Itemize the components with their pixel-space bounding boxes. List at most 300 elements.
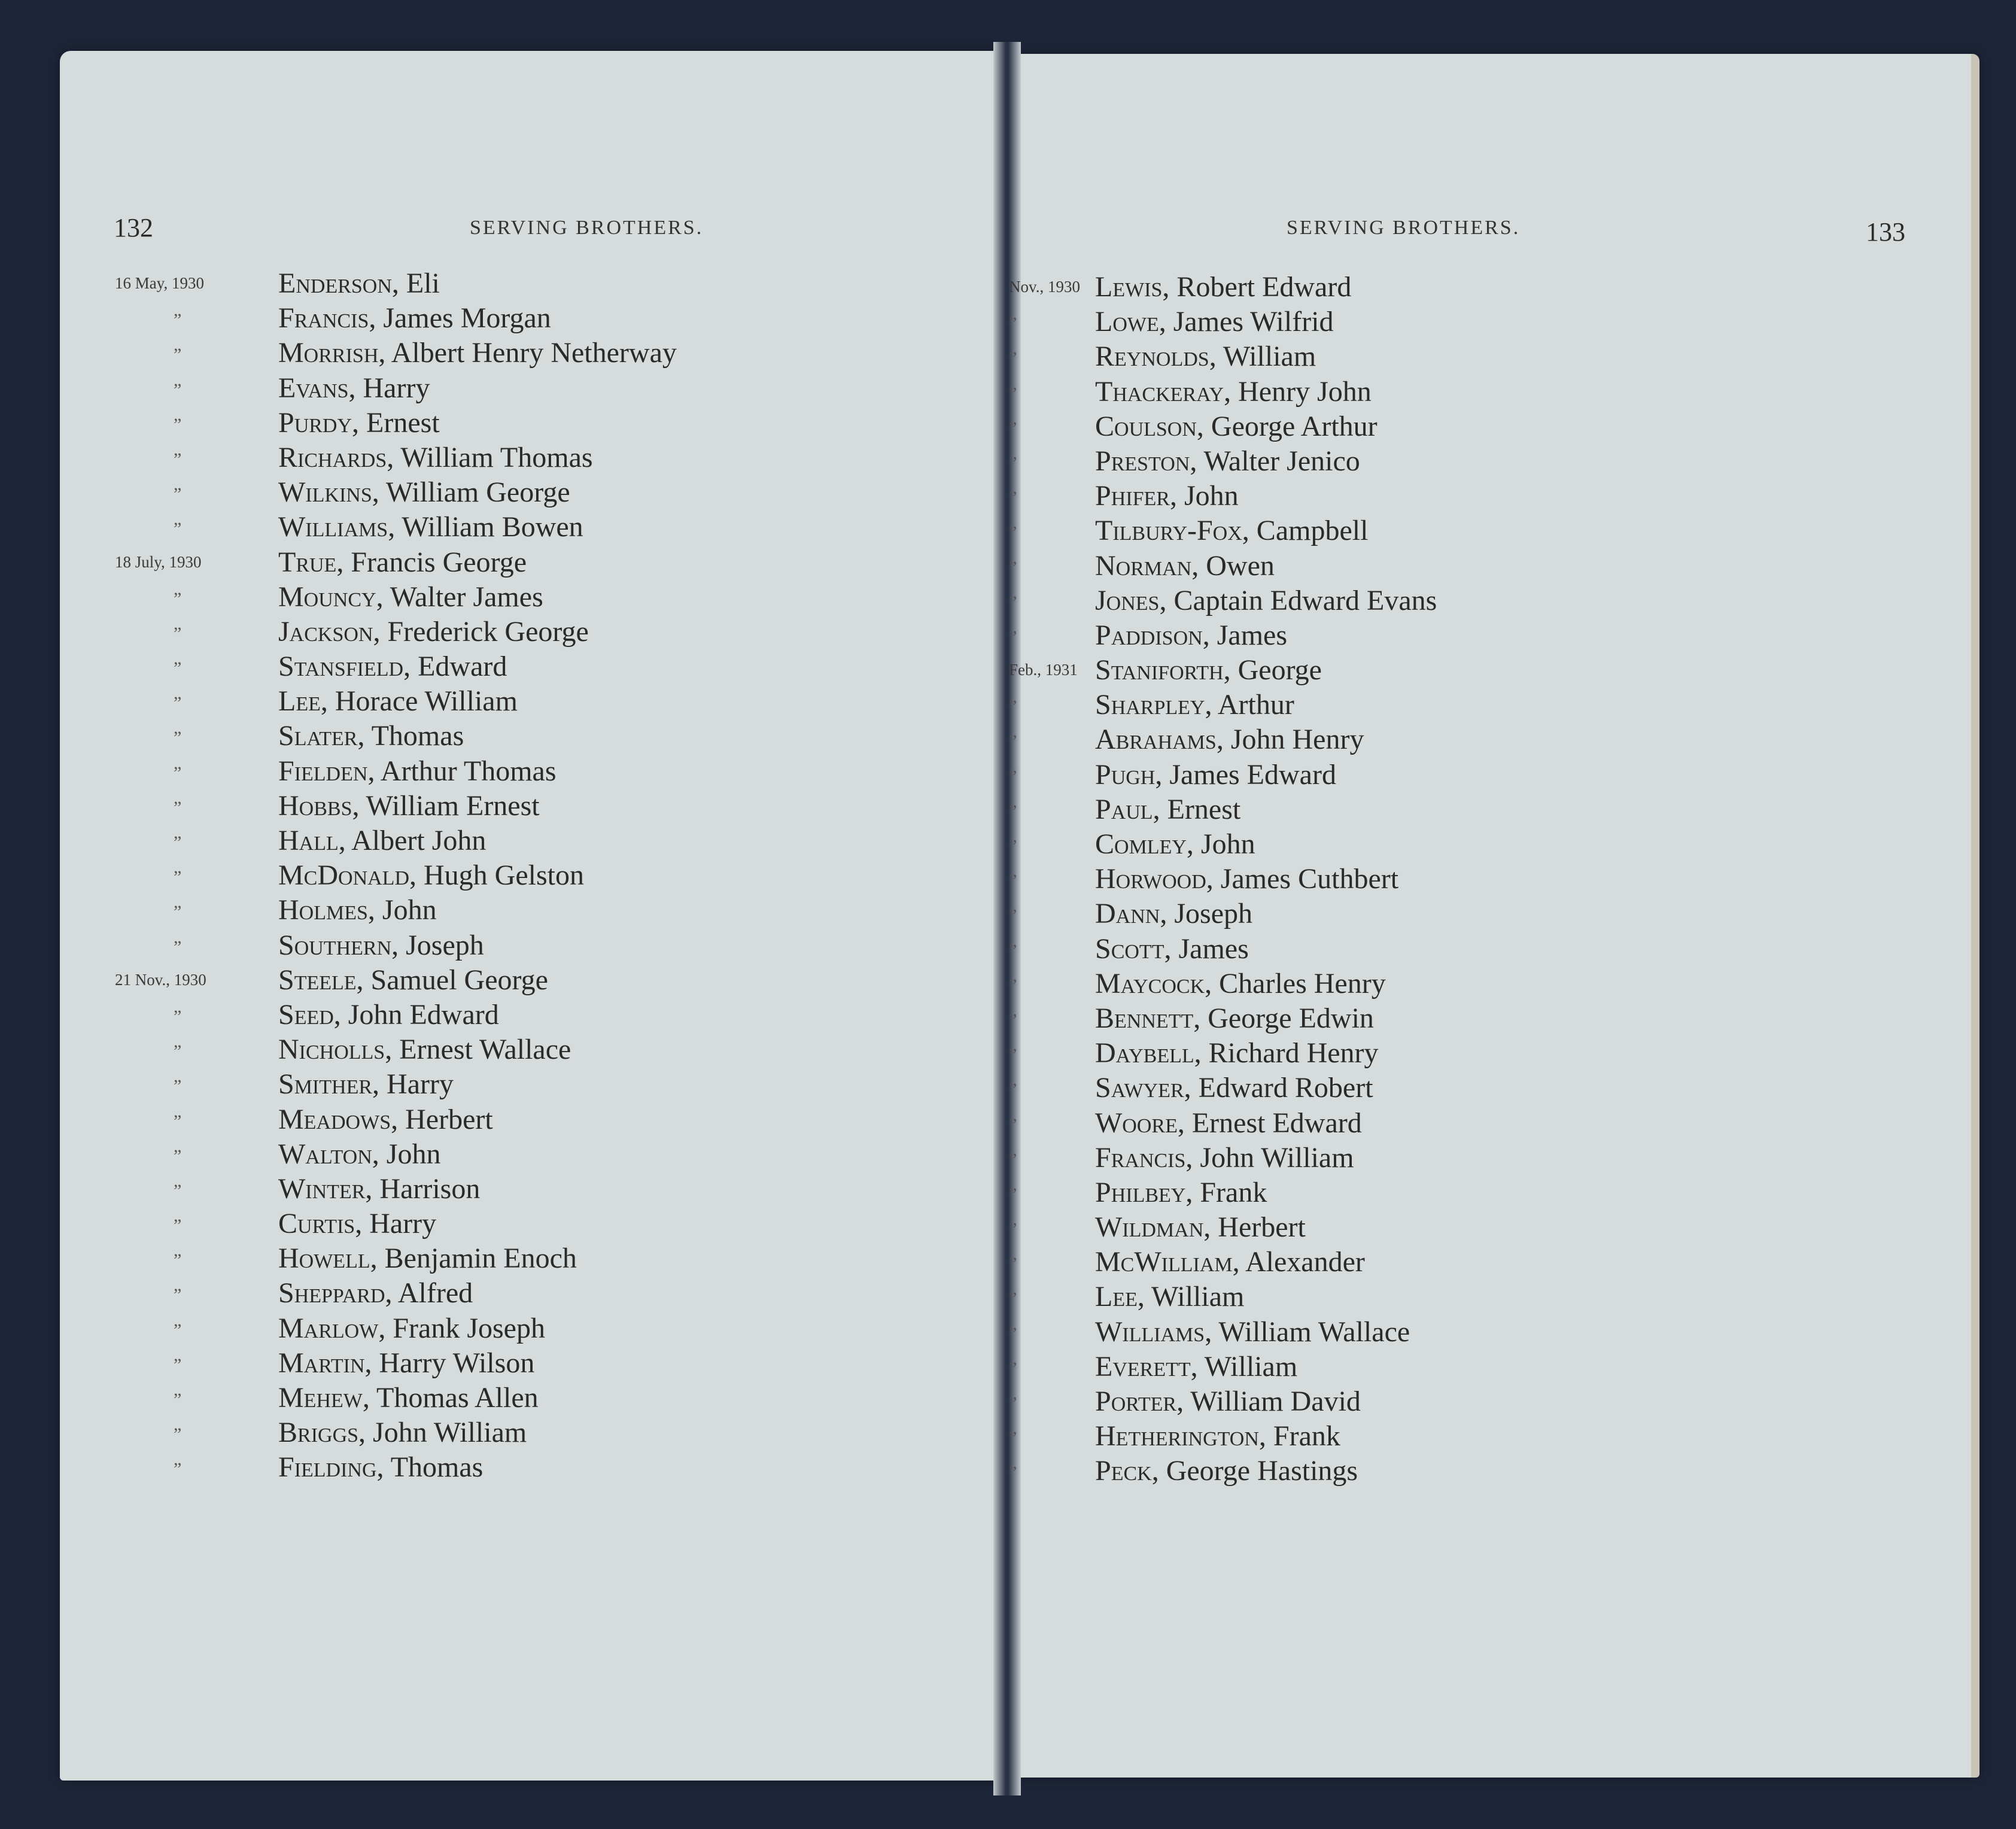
list-item: [0, 1242, 993, 1277]
given-names: John: [1200, 828, 1255, 860]
entry-name: Peck, George Hastings: [1095, 1455, 1358, 1487]
given-names: James Cuthbert: [1220, 863, 1399, 895]
ditto-mark: ”: [1009, 627, 1017, 647]
given-names: William Wallace: [1218, 1315, 1410, 1348]
list-item: [0, 302, 993, 336]
list-item: [1009, 514, 1966, 549]
list-item: [1009, 1141, 1966, 1176]
ditto-mark: ”: [174, 867, 182, 888]
given-names: Alfred: [397, 1277, 473, 1310]
given-names: Ernest Wallace: [399, 1034, 571, 1066]
given-names: Albert Henry Netherway: [391, 337, 677, 369]
list-item: [1009, 758, 1966, 793]
left-name-list: [0, 267, 993, 1486]
surname: Briggs: [278, 1417, 359, 1449]
list-item: [0, 719, 993, 754]
given-names: Ernest: [366, 406, 440, 439]
surname: Hall: [278, 825, 339, 856]
ditto-mark: ”: [174, 1006, 182, 1026]
entry-name: Lowe, James Wilfrid: [1095, 306, 1334, 338]
given-names: Thomas: [390, 1451, 484, 1484]
entry-name: Paul, Ernest: [1095, 793, 1241, 825]
surname: Holmes: [278, 894, 368, 926]
entry-name: Marlow, Frank Joseph: [278, 1312, 545, 1344]
given-names: Herbert: [1218, 1211, 1306, 1244]
ditto-mark: ”: [174, 1354, 182, 1375]
entry-name: Curtis, Harry: [278, 1208, 437, 1240]
given-names: George Arthur: [1211, 410, 1378, 442]
ditto-mark: ”: [174, 1076, 182, 1096]
surname: Hobbs: [278, 789, 352, 822]
list-item: [0, 1172, 993, 1207]
ditto-mark: ”: [174, 1424, 182, 1445]
list-item: [1009, 654, 1966, 688]
ditto-mark: ”: [1009, 940, 1017, 961]
surname: Fielding: [278, 1451, 377, 1484]
list-item: [1009, 1454, 1966, 1489]
given-names: Herbert: [405, 1103, 493, 1135]
entry-name: Tilbury-Fox, Campbell: [1095, 515, 1369, 547]
surname: Abrahams: [1095, 724, 1217, 756]
surname: Sheppard: [278, 1277, 385, 1310]
list-item: [1009, 340, 1966, 375]
given-names: Francis George: [351, 546, 527, 578]
surname: Steele: [278, 964, 357, 996]
surname: Reynolds: [1095, 341, 1209, 373]
surname: Bennett: [1095, 1002, 1194, 1034]
given-names: Henry John: [1238, 375, 1372, 408]
entry-name: Holmes, John: [278, 894, 437, 926]
given-names: William George: [385, 476, 570, 509]
surname: Purdy: [278, 406, 352, 439]
entry-name: McDonald, Hugh Gelston: [278, 859, 584, 892]
list-item: [0, 929, 993, 964]
list-item: [1009, 688, 1966, 723]
entry-name: Hetherington, Frank: [1095, 1420, 1340, 1453]
given-names: Ernest Edward: [1191, 1107, 1362, 1139]
surname: Curtis: [278, 1208, 355, 1240]
ditto-mark: ”: [1009, 1080, 1017, 1100]
surname: Dann: [1095, 898, 1160, 930]
ditto-mark: ”: [1009, 418, 1017, 438]
entry-name: Dann, Joseph: [1095, 898, 1252, 930]
entry-name: McWilliam, Alexander: [1095, 1246, 1365, 1278]
ditto-mark: ”: [174, 902, 182, 922]
surname: Sawyer: [1095, 1072, 1184, 1104]
left-running-head: SERVING BROTHERS.: [470, 217, 704, 239]
list-item: [1009, 584, 1966, 619]
ditto-mark: ”: [174, 937, 182, 957]
ditto-mark: ”: [1009, 1045, 1017, 1065]
entry-name: Purdy, Ernest: [278, 406, 440, 439]
given-names: Edward Robert: [1198, 1072, 1373, 1104]
given-names: William Ernest: [366, 789, 540, 822]
list-item: [1009, 445, 1966, 479]
entry-name: Seed, John Edward: [278, 998, 499, 1031]
surname: Martin: [278, 1347, 365, 1379]
entry-name: Fielden, Arthur Thomas: [278, 755, 557, 787]
entry-name: Pugh, James Edward: [1095, 758, 1336, 791]
given-names: Thomas Allen: [376, 1382, 539, 1414]
entry-name: Hobbs, William Ernest: [278, 789, 540, 822]
list-item: [1009, 549, 1966, 584]
entry-name: Sheppard, Alfred: [278, 1277, 473, 1310]
surname: Hetherington: [1095, 1420, 1259, 1453]
ditto-mark: ”: [1009, 1254, 1017, 1274]
list-item: [0, 1312, 993, 1347]
ditto-mark: ”: [1009, 1463, 1017, 1483]
given-names: James Wilfrid: [1173, 306, 1334, 338]
entry-name: True, Francis George: [278, 546, 527, 578]
list-item: [0, 1277, 993, 1311]
given-names: Alexander: [1245, 1246, 1365, 1278]
list-item: [1009, 619, 1966, 654]
given-names: William: [1151, 1281, 1245, 1313]
entry-name: Winter, Harrison: [278, 1172, 481, 1205]
list-item: [1009, 828, 1966, 862]
ditto-mark: ”: [174, 484, 182, 505]
surname: Winter: [278, 1172, 366, 1205]
surname: Pugh: [1095, 758, 1156, 791]
given-names: Campbell: [1256, 515, 1369, 547]
list-item: [0, 1416, 993, 1451]
ditto-mark: ”: [174, 658, 182, 679]
list-item: [1009, 1315, 1966, 1350]
list-item: [0, 1207, 993, 1242]
given-names: Eli: [406, 268, 440, 299]
entry-name: Norman, Owen: [1095, 549, 1275, 582]
list-item: [1009, 1211, 1966, 1245]
entry-date: Feb., 1931: [1009, 661, 1078, 679]
given-names: William Thomas: [400, 441, 593, 473]
given-names: John: [1184, 480, 1239, 512]
surname: Lee: [1095, 1281, 1138, 1313]
given-names: William: [1204, 1350, 1298, 1383]
ditto-mark: ”: [174, 1390, 182, 1409]
entry-name: Williams, William Bowen: [278, 511, 583, 543]
given-names: James Edward: [1169, 758, 1336, 791]
ditto-mark: ”: [1009, 1114, 1017, 1135]
surname: Mehew: [278, 1382, 363, 1414]
entry-name: Lewis, Robert Edward: [1095, 271, 1352, 303]
entry-name: Fielding, Thomas: [278, 1451, 484, 1484]
surname: Francis: [1095, 1141, 1186, 1174]
list-item: [1009, 479, 1966, 514]
entry-name: Smither, Harry: [278, 1068, 454, 1101]
ditto-mark: ”: [1009, 697, 1017, 717]
ditto-mark: ”: [174, 379, 182, 400]
entry-name: Enderson, Eli: [278, 268, 440, 299]
surname: Coulson: [1095, 410, 1197, 442]
given-names: Frederick George: [387, 615, 589, 648]
given-names: William David: [1190, 1386, 1361, 1417]
entry-name: Lee, Horace William: [278, 685, 518, 718]
ditto-mark: ”: [174, 1285, 182, 1305]
surname: Walton: [278, 1138, 372, 1170]
given-names: James: [1217, 619, 1288, 651]
given-names: Samuel George: [370, 964, 548, 996]
given-names: Walter James: [390, 581, 543, 613]
entry-name: Nicholls, Ernest Wallace: [278, 1034, 571, 1066]
entry-name: Thackeray, Henry John: [1095, 375, 1372, 408]
surname: Wildman: [1095, 1211, 1204, 1244]
given-names: George: [1237, 654, 1322, 686]
ditto-mark: ”: [174, 1146, 182, 1166]
list-item: [0, 1103, 993, 1138]
surname: Comley: [1095, 828, 1187, 860]
ditto-mark: ”: [1009, 1184, 1017, 1204]
entry-name: Wildman, Herbert: [1095, 1211, 1306, 1244]
surname: Jones: [1095, 584, 1160, 616]
given-names: Owen: [1206, 549, 1275, 582]
entry-name: Richards, William Thomas: [278, 441, 593, 473]
right-page-number: 133: [1866, 217, 1905, 247]
entry-name: Bennett, George Edwin: [1095, 1002, 1374, 1034]
given-names: Harry: [387, 1068, 454, 1101]
ditto-mark: ”: [174, 833, 182, 852]
right-running-head: SERVING BROTHERS.: [1287, 217, 1521, 239]
entry-name: Southern, Joseph: [278, 929, 484, 961]
ditto-mark: ”: [1009, 1149, 1017, 1169]
ditto-mark: ”: [174, 1111, 182, 1131]
entry-name: Slater, Thomas: [278, 720, 464, 752]
list-item: [0, 372, 993, 406]
surname: Paul: [1095, 793, 1153, 825]
list-item: [0, 1347, 993, 1381]
surname: Southern: [278, 929, 392, 961]
entry-name: Woore, Ernest Edward: [1095, 1107, 1362, 1139]
given-names: Frank: [1200, 1176, 1267, 1208]
given-names: Frank Joseph: [393, 1312, 545, 1344]
ditto-mark: ”: [1009, 731, 1017, 752]
list-item: [0, 406, 993, 441]
ditto-mark: ”: [1009, 314, 1017, 334]
given-names: Joseph: [1174, 898, 1252, 930]
entry-name: Martin, Harry Wilson: [278, 1347, 535, 1379]
entry-name: Everett, William: [1095, 1350, 1298, 1383]
list-item: [1009, 862, 1966, 897]
surname: Everett: [1095, 1350, 1191, 1383]
ditto-mark: ”: [174, 414, 182, 435]
ditto-mark: ”: [174, 1041, 182, 1062]
given-names: John Henry: [1230, 724, 1364, 756]
ditto-mark: ”: [1009, 1289, 1017, 1309]
ditto-mark: ”: [1009, 871, 1017, 891]
ditto-mark: ”: [1009, 488, 1017, 508]
surname: Preston: [1095, 445, 1190, 477]
list-item: [1009, 967, 1966, 1002]
list-item: [0, 685, 993, 719]
ditto-mark: ”: [174, 693, 182, 713]
list-item: [0, 511, 993, 545]
given-names: Albert John: [351, 825, 486, 856]
surname: McDonald: [278, 859, 410, 892]
surname: Morrish: [278, 337, 379, 369]
ditto-mark: ”: [1009, 348, 1017, 369]
surname: Francis: [278, 302, 369, 335]
ditto-mark: ”: [1009, 452, 1017, 473]
surname: Evans: [278, 372, 349, 404]
surname: Thackeray: [1095, 375, 1224, 408]
entry-name: Porter, William David: [1095, 1386, 1361, 1417]
ditto-mark: ”: [174, 310, 182, 330]
list-item: [0, 824, 993, 859]
entry-date: 18 July, 1930: [115, 552, 202, 571]
ditto-mark: ”: [1009, 836, 1017, 856]
entry-name: Daybell, Richard Henry: [1095, 1037, 1379, 1070]
list-item: [0, 894, 993, 928]
list-item: [1009, 1350, 1966, 1385]
ditto-mark: ”: [174, 449, 182, 469]
given-names: Richard Henry: [1208, 1037, 1379, 1070]
given-names: Ernest: [1167, 793, 1241, 825]
ditto-mark: ”: [1009, 766, 1017, 786]
surname: Lewis: [1095, 271, 1163, 303]
given-names: Harrison: [379, 1172, 481, 1205]
surname: Porter: [1095, 1386, 1177, 1417]
list-item: [1009, 1002, 1966, 1037]
list-item: [0, 476, 993, 511]
surname: Howell: [278, 1242, 370, 1275]
list-item: [1009, 271, 1966, 305]
entry-name: Coulson, George Arthur: [1095, 410, 1378, 442]
ditto-mark: ”: [1009, 801, 1017, 821]
list-item: [1009, 1385, 1966, 1420]
entry-name: Stansfield, Edward: [278, 651, 507, 683]
given-names: George Hastings: [1166, 1455, 1358, 1487]
entry-name: Scott, James: [1095, 932, 1249, 965]
given-names: Edward: [418, 651, 507, 683]
surname: Woore: [1095, 1107, 1178, 1139]
ditto-mark: ”: [174, 519, 182, 539]
surname: Tilbury-Fox: [1095, 515, 1242, 547]
given-names: William Bowen: [402, 511, 583, 543]
list-item: [0, 998, 993, 1033]
entry-name: Morrish, Albert Henry Netherway: [278, 337, 677, 369]
list-item: [0, 336, 993, 371]
surname: Meadows: [278, 1103, 391, 1135]
list-item: [1009, 375, 1966, 410]
ditto-mark: ”: [1009, 1010, 1017, 1030]
list-item: [1009, 410, 1966, 445]
surname: Stansfield: [278, 651, 404, 683]
given-names: John: [382, 894, 437, 926]
ditto-mark: ”: [174, 797, 182, 818]
ditto-mark: ”: [174, 1320, 182, 1340]
given-names: Arthur Thomas: [380, 755, 557, 787]
ditto-mark: ”: [174, 728, 182, 748]
left-page-number: 132: [114, 213, 153, 242]
given-names: Captain Edward Evans: [1173, 584, 1437, 616]
ditto-mark: ”: [1009, 1323, 1017, 1344]
right-name-list: [1009, 271, 1966, 1490]
surname: Peck: [1095, 1455, 1152, 1487]
surname: Williams: [1095, 1315, 1205, 1348]
entry-name: Mehew, Thomas Allen: [278, 1382, 539, 1414]
surname: Seed: [278, 998, 334, 1031]
surname: Richards: [278, 441, 387, 473]
entry-name: Evans, Harry: [278, 372, 430, 404]
list-item: [1009, 1280, 1966, 1315]
list-item: [0, 964, 993, 998]
entry-name: Paddison, James: [1095, 619, 1288, 651]
surname: Slater: [278, 720, 358, 752]
surname: McWilliam: [1095, 1246, 1233, 1278]
surname: Paddison: [1095, 619, 1203, 651]
ditto-mark: ”: [1009, 522, 1017, 543]
given-names: John William: [373, 1417, 527, 1449]
surname: Sharpley: [1095, 689, 1205, 721]
entry-name: Philbey, Frank: [1095, 1176, 1267, 1208]
list-item: [1009, 1071, 1966, 1106]
surname: Williams: [278, 511, 388, 543]
surname: Jackson: [278, 615, 373, 648]
entry-name: Francis, John William: [1095, 1141, 1354, 1174]
list-item: [1009, 793, 1966, 828]
given-names: George Edwin: [1208, 1002, 1374, 1034]
list-item: [0, 1381, 993, 1416]
entry-name: Francis, James Morgan: [278, 302, 551, 335]
entry-name: Meadows, Herbert: [278, 1103, 493, 1135]
ditto-mark: ”: [174, 1250, 182, 1271]
entry-name: Jackson, Frederick George: [278, 615, 589, 648]
given-names: Harry: [363, 372, 430, 404]
ditto-mark: ”: [174, 762, 182, 783]
entry-name: Jones, Captain Edward Evans: [1095, 584, 1437, 616]
given-names: James: [1178, 932, 1249, 965]
given-names: John: [386, 1138, 441, 1170]
given-names: Frank: [1273, 1420, 1340, 1453]
entry-date: Nov., 1930: [1009, 278, 1080, 296]
surname: Horwood: [1095, 863, 1206, 895]
given-names: Harry: [369, 1208, 437, 1240]
surname: Marlow: [278, 1312, 379, 1344]
surname: Fielden: [278, 755, 368, 787]
ditto-mark: ”: [1009, 975, 1017, 995]
list-item: [0, 755, 993, 789]
ditto-mark: ”: [174, 345, 182, 365]
surname: Norman: [1095, 549, 1192, 582]
surname: Daybell: [1095, 1037, 1194, 1070]
ditto-mark: ”: [1009, 1428, 1017, 1448]
entry-name: Sharpley, Arthur: [1095, 689, 1294, 721]
ditto-mark: ”: [174, 1216, 182, 1236]
entry-name: Hall, Albert John: [278, 825, 486, 856]
list-item: [1009, 897, 1966, 932]
list-item: [1009, 1176, 1966, 1211]
entry-name: Briggs, John William: [278, 1417, 527, 1449]
list-item: [1009, 723, 1966, 758]
ditto-mark: ”: [174, 623, 182, 643]
list-item: [0, 650, 993, 685]
surname: Nicholls: [278, 1034, 385, 1066]
entry-name: Walton, John: [278, 1138, 441, 1170]
list-item: [1009, 932, 1966, 967]
given-names: Arthur: [1217, 689, 1294, 721]
given-names: Joseph: [406, 929, 484, 961]
list-item: [1009, 305, 1966, 340]
ditto-mark: ”: [174, 588, 182, 609]
list-item: [0, 441, 993, 476]
entry-name: Steele, Samuel George: [278, 964, 548, 996]
surname: Wilkins: [278, 476, 372, 509]
list-item: [1009, 1245, 1966, 1280]
surname: Mouncy: [278, 581, 376, 613]
entry-name: Abrahams, John Henry: [1095, 724, 1364, 756]
surname: Phifer: [1095, 480, 1170, 512]
surname: Maycock: [1095, 967, 1205, 999]
list-item: [0, 1068, 993, 1102]
